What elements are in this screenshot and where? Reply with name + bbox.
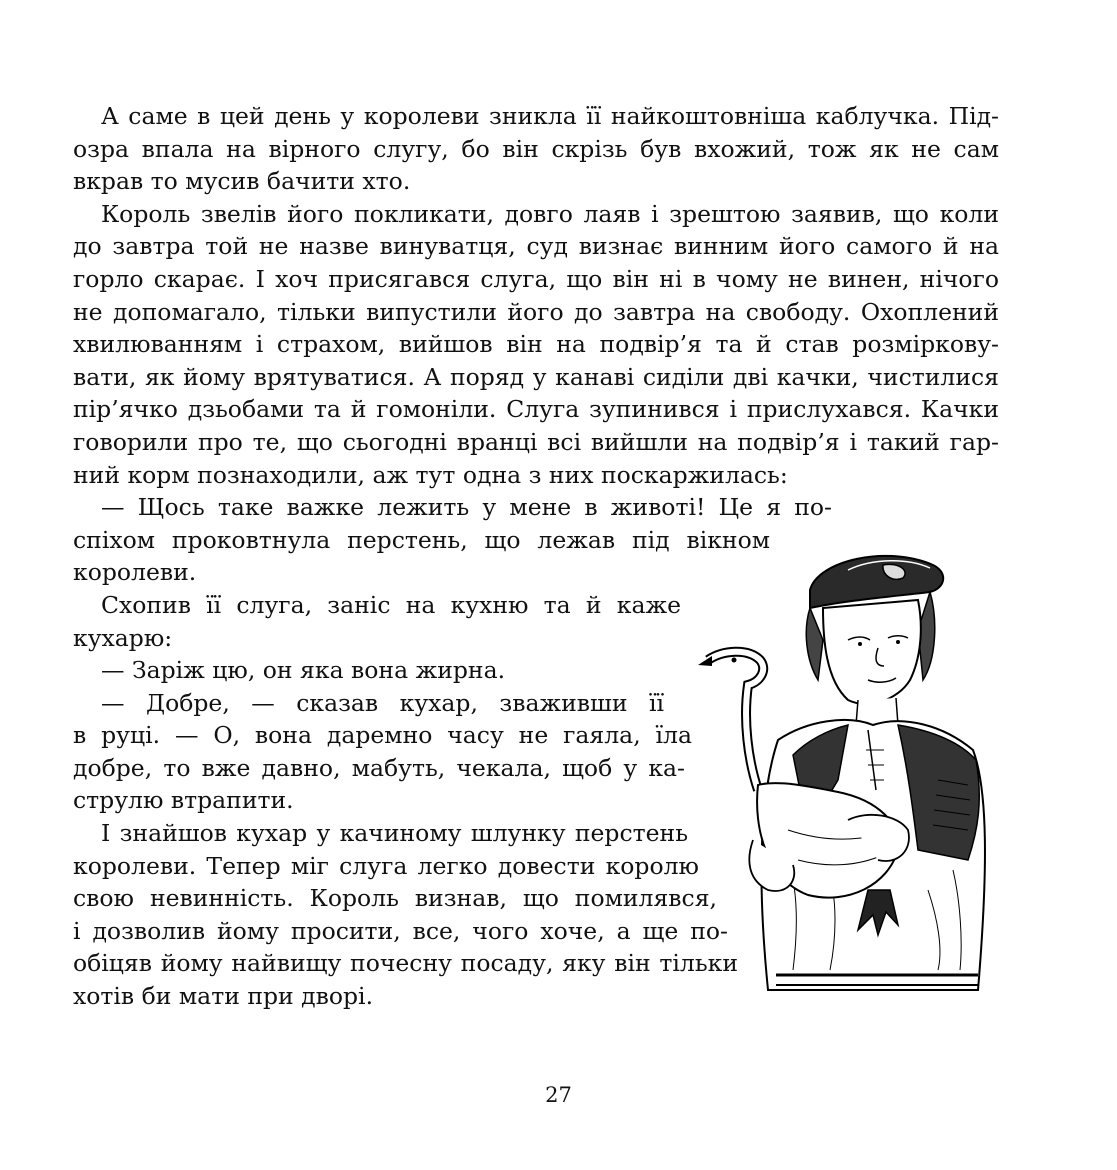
text-line: свою невинність. Король визнав, що помилявся, (73, 884, 717, 913)
text-line: А саме в цей день у королеви зникла її найкоштовніша каблучка. Під- (101, 102, 999, 130)
text-line: і дозволив йому просити, все, чого хоче, а ще по- (73, 916, 728, 945)
text-line: кухарю: (73, 623, 173, 652)
text-line: в руці. — О, вона даремно часу не гаяла, їла (73, 721, 692, 750)
text-line: хвилюванням і страхом, вийшов він на подвір’я та й став розміркову- (73, 330, 999, 359)
text-line: — Щось таке важке лежить у мене в животі! Це я по- (101, 493, 832, 522)
text-line: не допомагало, тільки випустили його до завтра на свободу. Охоплений (73, 297, 999, 326)
text-line: Схопив її слуга, заніс на кухню та й каже (101, 590, 681, 619)
text-line: горло скарає. І хоч присягався слуга, що він ні в чому не винен, нічого (73, 264, 999, 293)
text-line: І знайшов кухар у качиному шлунку перстень (101, 819, 688, 848)
text-line: королеви. Тепер міг слуга легко довести королю (73, 851, 699, 880)
servant-with-duck-illustration (698, 530, 998, 1020)
text-line: хотів би мати при дворі. (73, 982, 374, 1011)
text-line: — Заріж цю, он яка вона жирна. (101, 656, 506, 685)
text-line: озра впала на вірного слугу, бо він скрізь був вхожий, тож як не сам (73, 134, 999, 163)
text-line: ний корм познаходили, аж тут одна з них поскаржилась: (73, 460, 788, 489)
text-line: Король звелів його покликати, довго лаяв і зрештою заявив, що коли (101, 199, 999, 228)
text-line: вати, як йому врятуватися. А поряд у канаві сиділи дві качки, чистилися (73, 362, 999, 391)
text-line: добре, то вже давно, мабуть, чекала, щоб у ка- (73, 753, 685, 782)
text-line: — Добре, — сказав кухар, зваживши її (101, 688, 664, 717)
page-number: 27 (545, 1083, 572, 1107)
text-line: вкрав то мусив бачити хто. (73, 167, 411, 196)
text-line: обіцяв йому найвищу почесну посаду, яку він тільки (73, 949, 738, 978)
text-line: пір’ячко дзьобами та й гомоніли. Слуга зупинився і прислухався. Качки (73, 395, 999, 424)
text-line: королеви. (73, 558, 197, 587)
text-line: говорили про те, що сьогодні вранці всі вийшли на подвір’я і такий гар- (73, 427, 999, 456)
text-line: струлю втрапити. (73, 786, 294, 815)
servant-with-duck-icon (698, 530, 998, 1020)
text-line: спіхом проковтнула перстень, що лежав під вікном (73, 525, 770, 554)
text-line: до завтра той не назве винуватця, суд визнає винним його самого й на (73, 232, 999, 261)
